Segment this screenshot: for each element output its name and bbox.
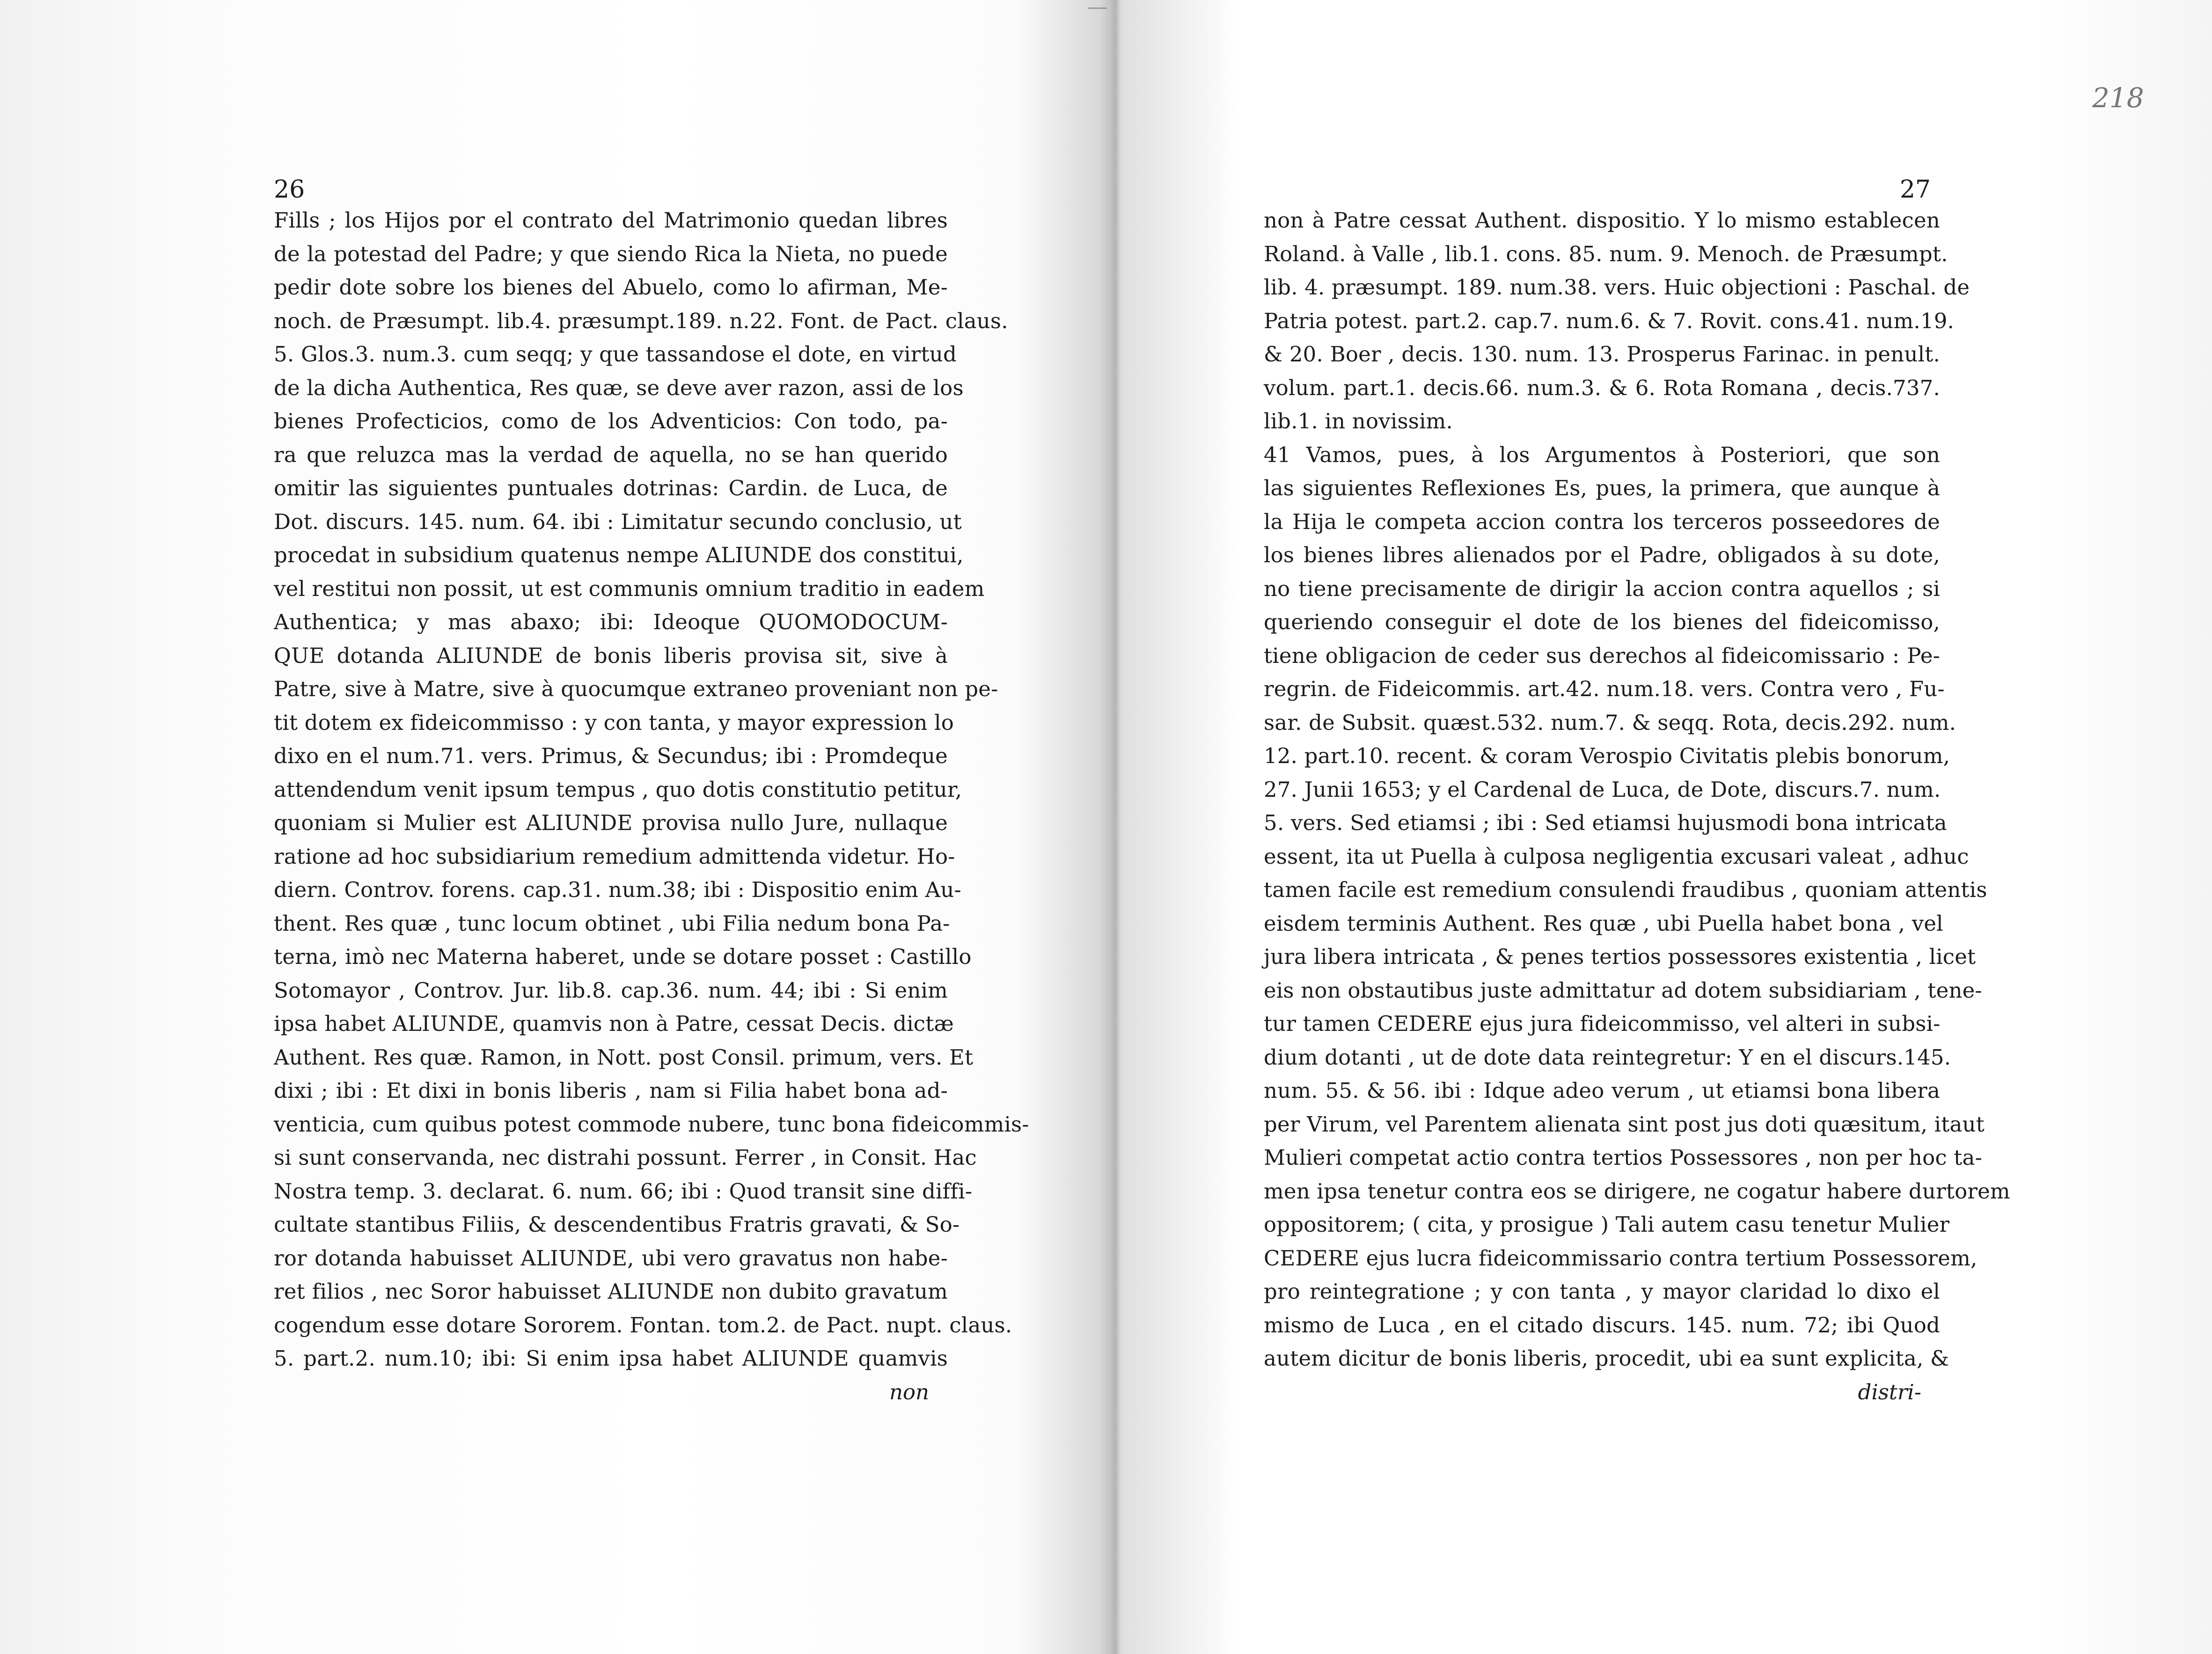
text-line: mismo de Luca , en el citado discurs. 145. num. 72; ibi Quod (1264, 1312, 1940, 1338)
text-line: 27. Junii 1653; y el Cardenal de Luca, de Dote, discurs.7. num. (1264, 777, 1941, 802)
text-line: men ipsa tenetur contra eos se dirigere, ne cogatur habere durtorem (1264, 1178, 2010, 1204)
text-line: Sotomayor , Controv. Jur. lib.8. cap.36. num. 44; ibi : Si enim (274, 978, 948, 1003)
text-line: bienes Profecticios, como de los Adventicios: Con todo, pa- (274, 409, 948, 434)
text-line: attendendum venit ipsum tempus , quo dotis constitutio petitur, (274, 777, 962, 802)
text-line: 12. part.10. recent. & coram Verospio Civitatis plebis bonorum, (1264, 743, 1950, 768)
text-line: essent, ita ut Puella à culposa negligentia excusari valeat , adhuc (1264, 844, 1969, 869)
text-line: eisdem terminis Authent. Res quæ , ubi Puella habet bona , vel (1264, 911, 1943, 936)
left-page-number: 26 (274, 176, 305, 204)
text-line: QUE dotanda ALIUNDE de bonis liberis provisa sit, sive à (274, 643, 948, 668)
right-catchword: distri- (1858, 1379, 1921, 1404)
text-line: vel restitui non possit, ut est communis omnium traditio in eadem (274, 576, 985, 601)
text-line: Roland. à Valle , lib.1. cons. 85. num. 9. Menoch. de Præsumpt. (1264, 241, 1948, 266)
text-line: quoniam si Mulier est ALIUNDE provisa nullo Jure, nullaque (274, 810, 948, 835)
text-line: si sunt conservanda, nec distrahi possunt. Ferrer , in Consit. Hac (274, 1145, 977, 1170)
text-line: omitir las siguientes puntuales dotrinas: Cardin. de Luca, de (274, 476, 948, 500)
text-line: dixi ; ibi : Et dixi in bonis liberis , nam si Filia habet bona ad- (274, 1078, 948, 1103)
text-line: Patre, sive à Matre, sive à quocumque extraneo proveniant non pe- (274, 676, 998, 701)
text-line: jura libera intricata , & penes tertios possessores existentia , licet (1264, 944, 1976, 969)
text-line: 5. vers. Sed etiamsi ; ibi : Sed etiamsi hujusmodi bona intricata (1264, 810, 1947, 835)
text-line: tamen facile est remedium consulendi fraudibus , quoniam attentis (1264, 877, 1987, 902)
text-line: ror dotanda habuisset ALIUNDE, ubi vero gravatus non habe- (274, 1245, 948, 1271)
text-line: 5. Glos.3. num.3. cum seqq; y que tassandose el dote, en virtud (274, 342, 957, 367)
text-line: los bienes libres alienados por el Padre, obligados à su dote, (1264, 543, 1940, 567)
text-line: Nostra temp. 3. declarat. 6. num. 66; ibi : Quod transit sine diffi- (274, 1178, 973, 1204)
text-line: & 20. Boer , decis. 130. num. 13. Prosperus Farinac. in penult. (1264, 342, 1940, 367)
text-line: noch. de Præsumpt. lib.4. præsumpt.189. n.22. Font. de Pact. claus. (274, 308, 1008, 333)
text-line: autem dicitur de bonis liberis, procedit, ubi ea sunt explicita, & (1264, 1346, 1949, 1371)
text-line: tiene obligacion de ceder sus derechos al fideicomissario : Pe- (1264, 643, 1940, 668)
text-line: diern. Controv. forens. cap.31. num.38; ibi : Dispositio enim Au- (274, 877, 961, 902)
text-line: dixo en el num.71. vers. Primus, & Secundus; ibi : Promdeque (274, 743, 948, 768)
text-line: Mulieri competat actio contra tertios Possessores , non per hoc ta- (1264, 1145, 1982, 1170)
left-text-block (274, 204, 1029, 1375)
text-line: non à Patre cessat Authent. dispositio. Y lo mismo establecen (1264, 208, 1940, 233)
text-line: num. 55. & 56. ibi : Idque adeo verum , ut etiamsi bona libera (1264, 1078, 1940, 1103)
text-line: cultate stantibus Filiis, & descendentibus Fratris gravati, & So- (274, 1212, 960, 1237)
text-line: tit dotem ex fideicommisso : y con tanta, y mayor expression lo (274, 710, 954, 735)
left-catchword: non (889, 1379, 929, 1404)
left-page (274, 176, 1029, 1409)
text-line: procedat in subsidium quatenus nempe ALIUNDE dos constitui, (274, 543, 964, 567)
text-line: Authentica; y mas abaxo; ibi: Ideoque QUOMODOCUM- (274, 610, 948, 634)
right-page (1264, 176, 2010, 1409)
text-line: queriendo conseguir el dote de los bienes del fideicomisso, (1264, 610, 1940, 634)
text-line: ipsa habet ALIUNDE, quamvis non à Patre, cessat Decis. dictæ (274, 1011, 954, 1036)
text-line: Authent. Res quæ. Ramon, in Nott. post Consil. primum, vers. Et (274, 1044, 974, 1070)
right-text-block (1264, 204, 2010, 1375)
text-line: pedir dote sobre los bienes del Abuelo, como lo afirman, Me- (274, 275, 948, 300)
text-line: tur tamen CEDERE ejus jura fideicommisso, vel alteri in subsi- (1264, 1011, 1941, 1036)
text-line: Patria potest. part.2. cap.7. num.6. & 7. Rovit. cons.41. num.19. (1264, 308, 1955, 333)
text-line: lib.1. in novissim. (1264, 409, 1453, 434)
text-line: de la dicha Authentica, Res quæ, se deve aver razon, assi de los (274, 375, 964, 400)
text-line: dium dotanti , ut de dote data reintegretur: Y en el discurs.145. (1264, 1044, 1951, 1070)
text-line: regrin. de Fideicommis. art.42. num.18. vers. Contra vero , Fu- (1264, 676, 1945, 701)
folio-number: 218 (2092, 82, 2144, 114)
text-line: Fills ; los Hijos por el contrato del Matrimonio quedan libres (274, 208, 948, 233)
text-line: thent. Res quæ , tunc locum obtinet , ubi Filia nedum bona Pa- (274, 911, 950, 936)
top-scan-mark (1088, 7, 1107, 9)
text-line: las siguientes Reflexiones Es, pues, la primera, que aunque à (1264, 476, 1940, 500)
text-line: sar. de Subsit. quæst.532. num.7. & seqq. Rota, decis.292. num. (1264, 710, 1956, 735)
text-line: oppositorem; ( cita, y prosigue ) Tali autem casu tenetur Mulier (1264, 1212, 1950, 1237)
text-line: venticia, cum quibus potest commode nubere, tunc bona fideicommis- (274, 1111, 1029, 1137)
text-line: ra que reluzca mas la verdad de aquella, no se han querido (274, 442, 948, 467)
text-line: eis non obstautibus juste admittatur ad dotem subsidiariam , tene- (1264, 978, 1982, 1003)
text-line: la Hija le competa accion contra los terceros posseedores de (1264, 509, 1940, 534)
text-line: per Virum, vel Parentem alienata sint post jus doti quæsitum, itaut (1264, 1111, 1985, 1137)
text-line: CEDERE ejus lucra fideicommissario contra tertium Possessorem, (1264, 1245, 1978, 1271)
text-line: no tiene precisamente de dirigir la accion contra aquellos ; si (1264, 576, 1940, 601)
text-line: Dot. discurs. 145. num. 64. ibi : Limitatur secundo conclusio, ut (274, 509, 962, 534)
text-line: ret filios , nec Soror habuisset ALIUNDE non dubito gravatum (274, 1279, 948, 1304)
text-line: pro reintegratione ; y con tanta , y mayor claridad lo dixo el (1264, 1279, 1940, 1304)
book-gutter (1110, 0, 1121, 1654)
text-line: de la potestad del Padre; y que siendo Rica la Nieta, no puede (274, 241, 948, 266)
text-line: volum. part.1. decis.66. num.3. & 6. Rota Romana , decis.737. (1264, 375, 1940, 400)
right-page-number: 27 (1899, 176, 1931, 204)
text-line: 41 Vamos, pues, à los Argumentos à Posteriori, que son (1264, 442, 1940, 467)
text-line: 5. part.2. num.10; ibi: Si enim ipsa habet ALIUNDE quamvis (274, 1346, 948, 1371)
text-line: ratione ad hoc subsidiarium remedium admittenda videtur. Ho- (274, 844, 955, 869)
text-line: lib. 4. præsumpt. 189. num.38. vers. Huic objectioni : Paschal. de (1264, 275, 1970, 300)
text-line: terna, imò nec Materna haberet, unde se dotare posset : Castillo (274, 944, 972, 969)
text-line: cogendum esse dotare Sororem. Fontan. tom.2. de Pact. nupt. claus. (274, 1312, 1012, 1338)
